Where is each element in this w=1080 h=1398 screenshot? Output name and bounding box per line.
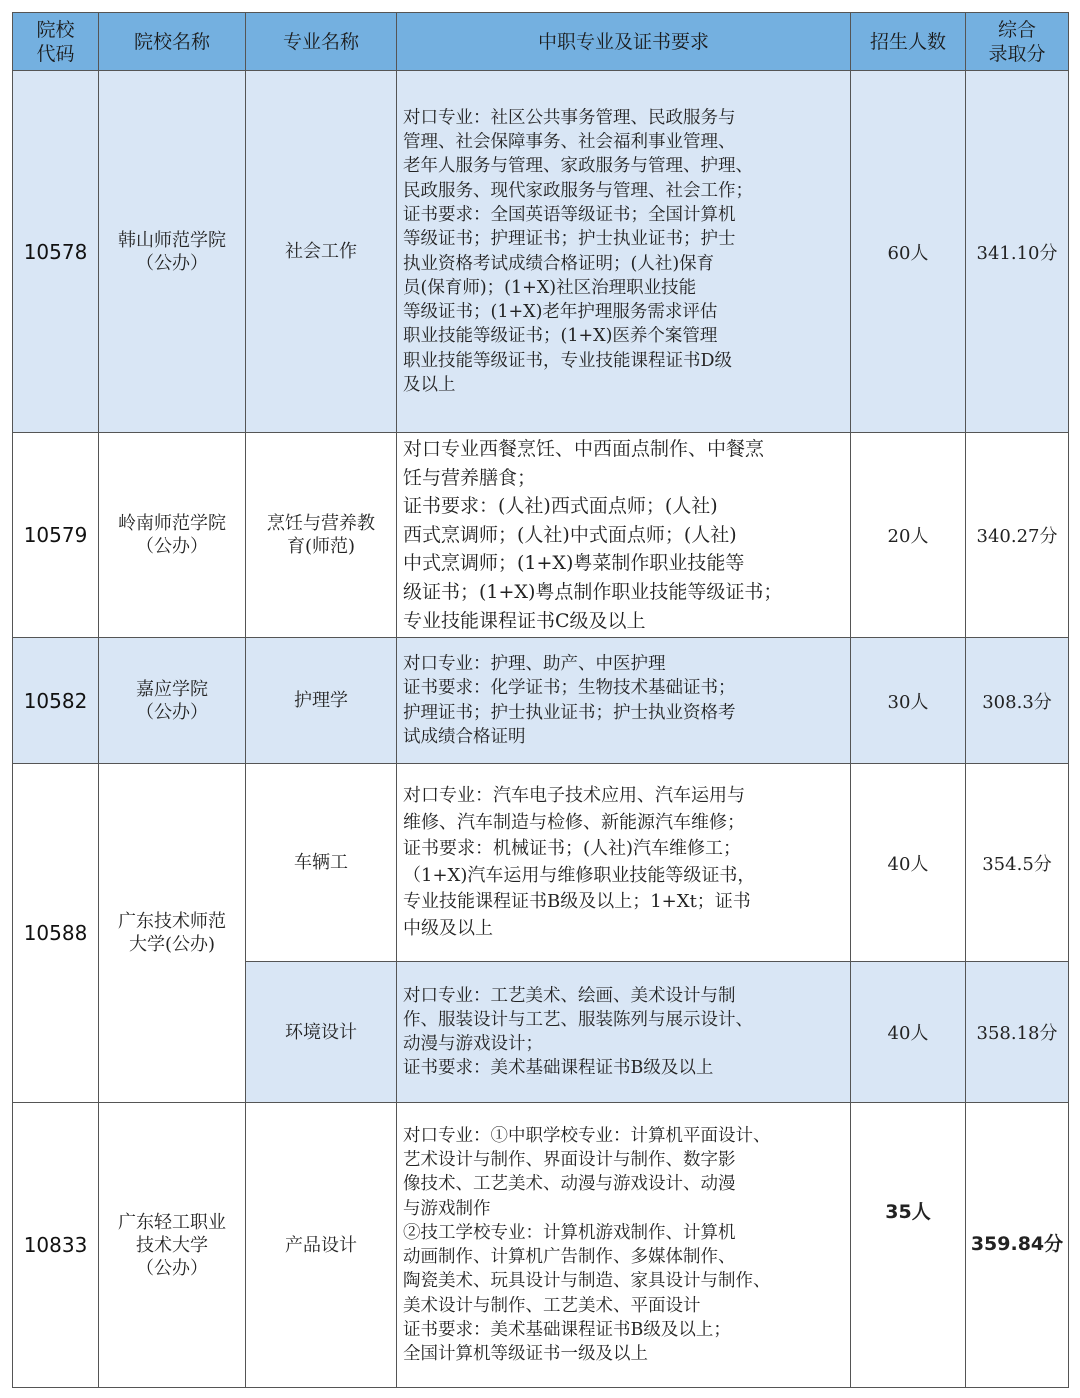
admission-score: 354.5分 xyxy=(966,764,1069,962)
requirement-line: 及以上 xyxy=(403,374,456,395)
requirements-cell xyxy=(397,433,851,638)
requirement-line: 证书要求：机械证书；(人社)汽车维修工； xyxy=(403,838,742,860)
header-enrollment: 招生人数 xyxy=(851,13,966,71)
requirement-line: 职业技能等级证书，专业技能课程证书D级 xyxy=(403,350,733,371)
requirement-line: 证书要求：美术基础课程证书B级及以上； xyxy=(403,1320,731,1341)
header-score-line: 录取分 xyxy=(988,42,1046,65)
school-code: 10582 xyxy=(13,638,99,764)
requirement-line: 管理、社会保障事务、社会福利事业管理、 xyxy=(403,132,736,153)
major-name xyxy=(246,962,397,1103)
school-name xyxy=(99,1103,246,1388)
table-row xyxy=(13,764,1069,962)
enrollment-count: 40人 xyxy=(851,962,966,1103)
requirement-line: 西式烹调师；(人社)中式面点师；(人社) xyxy=(403,523,737,546)
requirement-line: 中级及以上 xyxy=(403,917,493,939)
requirement-line: 艺术设计与制作、界面设计与制作、数字影 xyxy=(403,1149,736,1170)
admission-score: 358.18分 xyxy=(966,962,1069,1103)
enrollment-count: 30人 xyxy=(851,638,966,764)
header-code-line: 院校 xyxy=(36,18,75,41)
requirement-line: 试成绩合格证明 xyxy=(403,726,526,747)
school-name xyxy=(99,638,246,764)
major-name-line: 烹饪与营养教 xyxy=(267,513,375,535)
requirement-line: 老年人服务与管理、家政服务与管理、护理、 xyxy=(403,156,753,177)
major-name-line: 育(师范) xyxy=(286,536,356,558)
admission-score: 340.27分 xyxy=(966,433,1069,638)
requirement-line: 专业技能课程证书B级及以上；1+Xt；证书 xyxy=(403,891,751,913)
admission-score: 359.84分 xyxy=(966,1103,1069,1388)
school-name-line: 岭南师范学院 xyxy=(118,513,226,535)
school-name-line: （公办） xyxy=(136,1257,208,1279)
requirement-line: 职业技能等级证书；(1+X)医养个案管理 xyxy=(403,326,718,347)
major-name-line: 护理学 xyxy=(294,690,348,712)
school-name-line: 韩山师范学院 xyxy=(118,229,226,251)
requirement-line: 动画制作、计算机广告制作、多媒体制作、 xyxy=(403,1247,736,1268)
requirement-line: 等级证书；护理证书；护士执业证书；护士 xyxy=(403,229,736,250)
major-name xyxy=(246,638,397,764)
table-row xyxy=(13,433,1069,638)
school-name-line: 大学(公办) xyxy=(128,934,216,956)
header-requirements: 中职专业及证书要求 xyxy=(397,13,851,71)
requirement-line: 维修、汽车制造与检修、新能源汽车维修； xyxy=(403,811,745,833)
major-name-line: 产品设计 xyxy=(285,1234,357,1256)
school-name-line: （公办） xyxy=(136,701,208,723)
requirement-line: 民政服务、现代家政服务与管理、社会工作； xyxy=(403,180,753,201)
school-name-line: 广东轻工职业 xyxy=(118,1211,226,1233)
requirement-line: 员(保育师)；(1+X)社区治理职业技能 xyxy=(403,277,697,298)
header-major: 专业名称 xyxy=(246,13,397,71)
requirement-line: 饪与营养膳食； xyxy=(403,466,537,489)
requirement-line: 护理证书；护士执业证书；护士执业资格考 xyxy=(403,702,736,723)
requirement-line: 对口专业西餐烹饪、中西面点制作、中餐烹 xyxy=(403,438,765,460)
requirement-line: 与游戏制作 xyxy=(403,1198,491,1219)
major-name-line: 社会工作 xyxy=(285,241,357,262)
school-name-line: （公办） xyxy=(136,536,208,558)
requirement-line: 对口专业：护理、助产、中医护理 xyxy=(403,654,666,675)
school-name xyxy=(99,433,246,638)
requirement-line: 执业资格考试成绩合格证明；(人社)保育 xyxy=(403,253,715,274)
school-name-line: 嘉应学院 xyxy=(136,678,208,700)
requirement-line: 中式烹调师；(1+X)粤菜制作职业技能等 xyxy=(403,552,745,575)
requirement-line: 对口专业：社区公共事务管理、民政服务与 xyxy=(403,107,736,128)
table-row xyxy=(13,638,1069,764)
header-code xyxy=(13,13,99,71)
requirement-line: ②技工学校专业：计算机游戏制作、计算机 xyxy=(403,1222,736,1243)
requirement-line: 证书要求：化学证书；生物技术基础证书； xyxy=(403,678,736,699)
major-name xyxy=(246,433,397,638)
requirements-cell xyxy=(397,764,851,962)
table-row xyxy=(13,1103,1069,1388)
school-name xyxy=(99,764,246,1103)
school-name-line: 广东技术师范 xyxy=(118,911,226,933)
requirement-line: 等级证书；(1+X)老年护理服务需求评估 xyxy=(403,302,718,323)
requirement-line: （1+X)汽车运用与维修职业技能等级证书， xyxy=(403,864,756,886)
enrollment-count: 20人 xyxy=(851,433,966,638)
enrollment-count: 35人 xyxy=(851,1103,966,1388)
school-code: 10578 xyxy=(13,71,99,433)
requirement-line: 证书要求：(人社)西式面点师；(人社) xyxy=(403,495,718,518)
school-name-line: 技术大学 xyxy=(136,1234,208,1256)
requirements-cell xyxy=(397,638,851,764)
header-school: 院校名称 xyxy=(99,13,246,71)
requirement-line: 证书要求：全国英语等级证书；全国计算机 xyxy=(403,204,736,225)
header-row xyxy=(13,13,1069,71)
requirement-line: 像技术、工艺美术、动漫与游戏设计、动漫 xyxy=(403,1174,736,1195)
requirement-line: 动漫与游戏设计； xyxy=(403,1034,543,1055)
requirement-line: 对口专业：①中职学校专业：计算机平面设计、 xyxy=(403,1125,771,1146)
requirement-line: 陶瓷美术、玩具设计与制造、家具设计与制作、 xyxy=(403,1271,771,1292)
requirement-line: 对口专业：汽车电子技术应用、汽车运用与 xyxy=(403,785,745,807)
requirements-cell xyxy=(397,71,851,433)
table-row xyxy=(13,71,1069,433)
major-name xyxy=(246,1103,397,1388)
admission-score: 341.10分 xyxy=(966,71,1069,433)
major-name-line: 环境设计 xyxy=(285,1021,357,1043)
requirement-line: 作、服装设计与工艺、服装陈列与展示设计、 xyxy=(403,1009,753,1030)
header-score xyxy=(966,13,1069,71)
enrollment-count: 60人 xyxy=(851,71,966,433)
admission-score: 308.3分 xyxy=(966,638,1069,764)
admission-table xyxy=(12,12,1069,1388)
requirements-cell xyxy=(397,962,851,1103)
requirement-line: 级证书；(1+X)粤点制作职业技能等级证书； xyxy=(403,580,783,603)
major-name-line: 车辆工 xyxy=(294,852,348,874)
school-name-line: （公办） xyxy=(136,252,208,274)
major-name xyxy=(246,764,397,962)
requirement-line: 全国计算机等级证书一级及以上 xyxy=(403,1344,648,1365)
requirement-line: 专业技能课程证书C级及以上 xyxy=(403,609,646,632)
enrollment-count: 40人 xyxy=(851,764,966,962)
requirement-line: 美术设计与制作、工艺美术、平面设计 xyxy=(403,1295,701,1316)
major-name xyxy=(246,71,397,433)
requirement-line: 对口专业：工艺美术、绘画、美术设计与制 xyxy=(403,985,736,1006)
school-code: 10833 xyxy=(13,1103,99,1388)
requirement-line: 证书要求：美术基础课程证书B级及以上 xyxy=(403,1058,714,1079)
school-code: 10588 xyxy=(13,764,99,1103)
header-code-line: 代码 xyxy=(36,42,75,65)
requirements-cell xyxy=(397,1103,851,1388)
header-score-line: 综合 xyxy=(997,18,1036,41)
school-name xyxy=(99,71,246,433)
school-code: 10579 xyxy=(13,433,99,638)
